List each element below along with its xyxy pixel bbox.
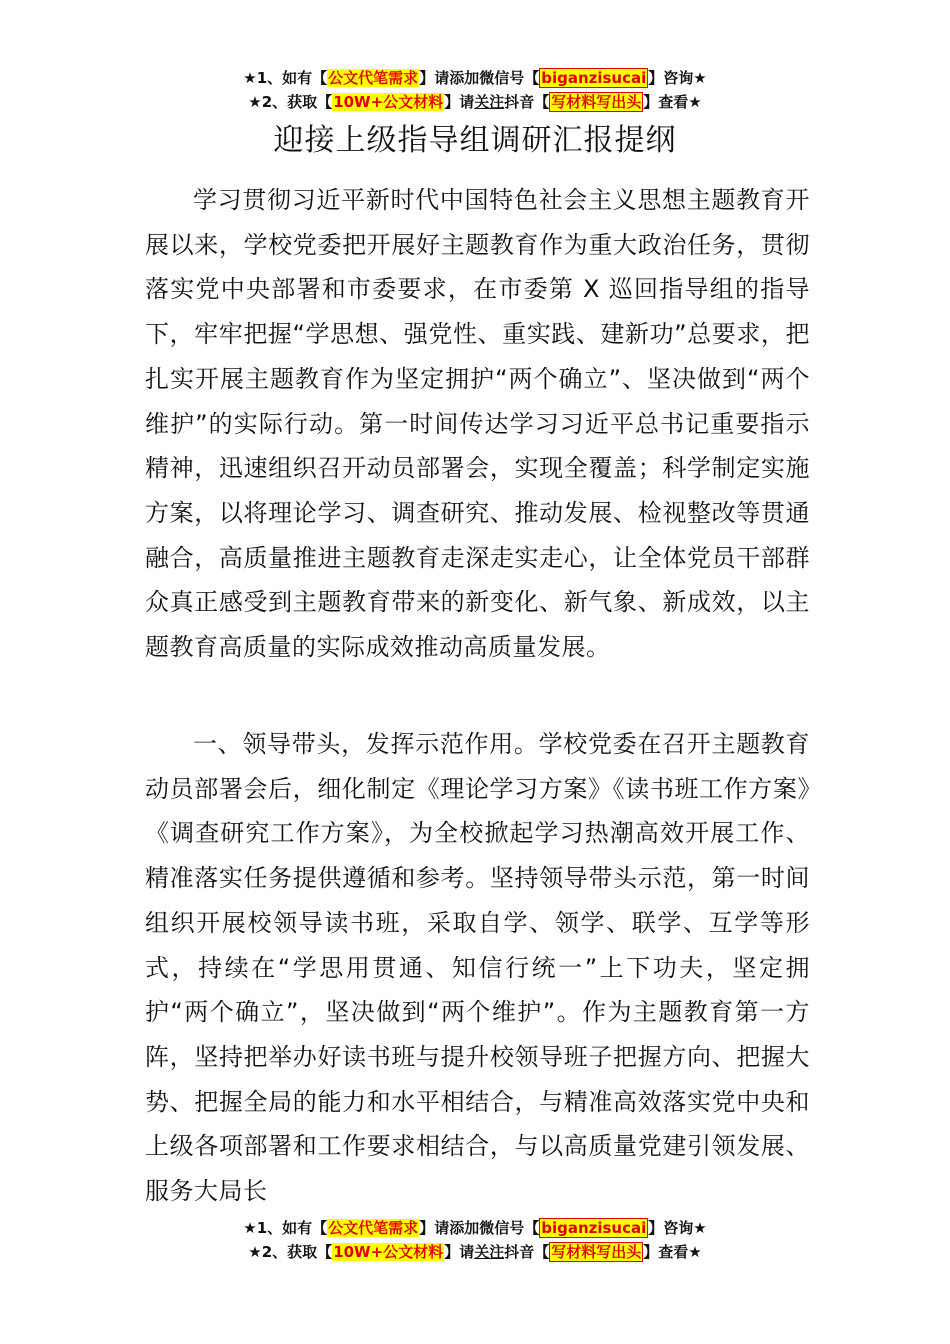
banner-line-1 bbox=[0, 1216, 950, 1240]
banner-highlight-materials: 10W+公文材料 bbox=[333, 1243, 444, 1261]
banner-line2-follow: 关注 bbox=[474, 1243, 505, 1261]
paragraph-text: 一、领导带头，发挥示范作用。学校党委在召开主题教育动员部署会后，细化制定《理论学习方案》《读书班工作方案》《调查研究工作方案》，为全校掀起学习热潮高效开展工作、精准落实任务提供遵循和参考。坚持领导带头示范，第一时间组织开展校领导读书班，采取自学、领学、联学、互学等形式，持续在“学思用贯通、知信行统一”上下功夫，坚定拥护“两个确立”，坚决做到“两个维护”。作为主题教育第一方阵，坚持把举办好读书班与提升校领导班子把握方向、把握大势、把握全局的能力和水平相结合，与精准高效落实党中央和上级各项部署和工作要求相结合，与以高质量党建引领发展、服务大局长 bbox=[145, 730, 810, 1206]
banner-highlight-ghostwriting: 公文代笔需求 bbox=[328, 1219, 419, 1237]
banner-highlight-wechat-id[interactable]: biganzisucai bbox=[541, 1219, 647, 1237]
banner-highlight-ghostwriting: 公文代笔需求 bbox=[328, 69, 419, 87]
body-paragraph-intro bbox=[145, 178, 810, 670]
banner-highlight-materials: 10W+公文材料 bbox=[333, 93, 444, 111]
banner-highlight-douyin[interactable]: 写材料写出头 bbox=[551, 93, 642, 111]
banner-line1-mid: 】请添加微信号【 bbox=[419, 1219, 540, 1237]
banner-line-2 bbox=[0, 90, 950, 114]
banner-highlight-douyin[interactable]: 写材料写出头 bbox=[551, 1243, 642, 1261]
banner-highlight-wechat-id[interactable]: biganzisucai bbox=[541, 69, 647, 87]
banner-line1-mid: 】请添加微信号【 bbox=[419, 69, 540, 87]
banner-line2-mid-a: 】请 bbox=[444, 1243, 475, 1261]
banner-line2-suffix: 】查看★ bbox=[643, 1243, 702, 1261]
banner-line2-suffix: 】查看★ bbox=[643, 93, 702, 111]
document-title: 迎接上级指导组调研汇报提纲 bbox=[273, 123, 677, 158]
banner-line1-prefix: ★1、如有【 bbox=[243, 1219, 328, 1237]
banner-line2-mid-c: 抖音【 bbox=[504, 93, 550, 111]
banner-line1-suffix: 】咨询★ bbox=[648, 1219, 707, 1237]
banner-line-1 bbox=[0, 66, 950, 90]
banner-line2-prefix: ★2、获取【 bbox=[248, 1243, 333, 1261]
banner-line1-prefix: ★1、如有【 bbox=[243, 69, 328, 87]
footer-banner bbox=[0, 1216, 950, 1264]
banner-line2-mid-c: 抖音【 bbox=[504, 1243, 550, 1261]
banner-line-2 bbox=[0, 1240, 950, 1264]
body-paragraph-section-1 bbox=[145, 722, 810, 1214]
banner-line2-prefix: ★2、获取【 bbox=[248, 93, 333, 111]
banner-line2-follow: 关注 bbox=[474, 93, 505, 111]
header-banner bbox=[0, 66, 950, 114]
paragraph-text: 学习贯彻习近平新时代中国特色社会主义思想主题教育开展以来，学校党委把开展好主题教育作为重大政治任务，贯彻落实党中央部署和市委要求，在市委第 X 巡回指导组的指导下，牢牢把握“学思想、强党性、重实践、建新功”总要求，把扎实开展主题教育作为坚定拥护“两个确立”、坚决做到“两个维护”的实际行动。第一时间传达学习习近平总书记重要指示精神，迅速组织召开动员部署会，实现全覆盖；科学制定实施方案，以将理论学习、调查研究、推动发展、检视整改等贯通融合，高质量推进主题教育走深走实走心，让全体党员干部群众真正感受到主题教育带来的新变化、新气象、新成效，以主题教育高质量的实际成效推动高质量发展。 bbox=[145, 186, 810, 662]
banner-line2-mid-a: 】请 bbox=[444, 93, 475, 111]
banner-line1-suffix: 】咨询★ bbox=[648, 69, 707, 87]
